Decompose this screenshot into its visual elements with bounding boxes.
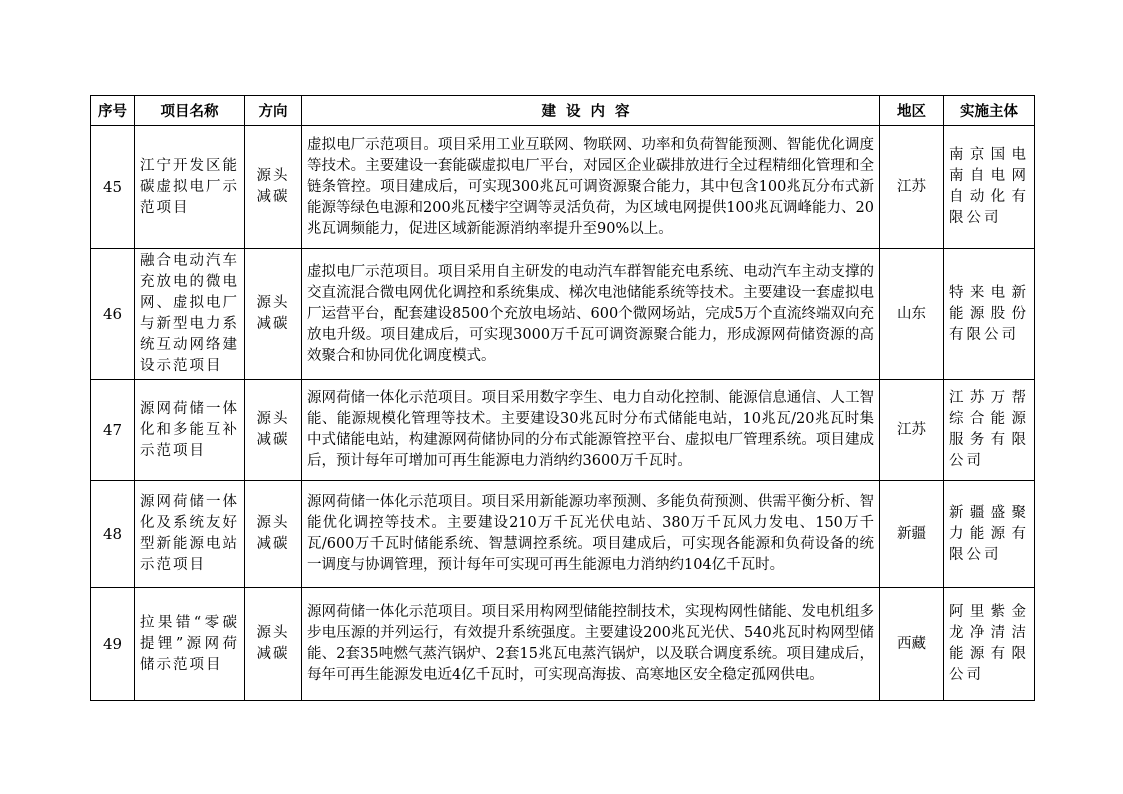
row-direction: 源头减碳	[245, 481, 302, 588]
row-direction: 源头减碳	[245, 126, 302, 249]
table-row	[91, 249, 1035, 380]
row-seq: 46	[91, 249, 135, 380]
row-content: 源网荷储一体化示范项目。项目采用构网型储能控制技术，实现构网性储能、发电机组多步电压源的并列运行，有效提升系统强度。主要建设200兆瓦光伏、540兆瓦时构网型储能、2套35吨燃气蒸汽锅炉、2套15兆瓦电蒸汽锅炉，以及联合调度系统。项目建成后，每年可再生能源发电近4亿千瓦时，可实现高海拔、高寒地区安全稳定孤网供电。	[302, 588, 880, 701]
row-project-name: 江宁开发区能碳虚拟电厂示范项目	[135, 126, 245, 249]
header-org: 实施主体	[944, 96, 1035, 126]
table-row	[91, 126, 1035, 249]
row-org: 新疆盛聚力能源有限公司	[944, 481, 1035, 588]
table-header-row	[91, 96, 1035, 126]
row-seq: 45	[91, 126, 135, 249]
row-region: 西藏	[880, 588, 944, 701]
row-region: 江苏	[880, 126, 944, 249]
row-project-name: 源网荷储一体化和多能互补示范项目	[135, 380, 245, 481]
row-org: 南京国电南自电网自动化有限公司	[944, 126, 1035, 249]
row-project-name: 融合电动汽车充放电的微电网、虚拟电厂与新型电力系统互动网络建设示范项目	[135, 249, 245, 380]
row-org: 阿里紫金龙净清洁能源有限公司	[944, 588, 1035, 701]
row-region: 江苏	[880, 380, 944, 481]
row-direction: 源头减碳	[245, 588, 302, 701]
header-content: 建设内容	[302, 96, 880, 126]
row-seq: 49	[91, 588, 135, 701]
table-row	[91, 380, 1035, 481]
projects-table	[90, 95, 1035, 701]
table-row	[91, 588, 1035, 701]
row-direction: 源头减碳	[245, 380, 302, 481]
row-org: 江苏万帮综合能源服务有限公司	[944, 380, 1035, 481]
header-direction: 方向	[245, 96, 302, 126]
row-region: 新疆	[880, 481, 944, 588]
row-content: 虚拟电厂示范项目。项目采用工业互联网、物联网、功率和负荷智能预测、智能优化调度等技术。主要建设一套能碳虚拟电厂平台，对园区企业碳排放进行全过程精细化管理和全链条管控。项目建成后，可实现300兆瓦可调资源聚合能力，其中包含100兆瓦分布式新能源等绿色电源和200兆瓦楼宇空调等灵活负荷，为区域电网提供100兆瓦调峰能力、20兆瓦调频能力，促进区域新能源消纳率提升至90%以上。	[302, 126, 880, 249]
row-content: 源网荷储一体化示范项目。项目采用数字孪生、电力自动化控制、能源信息通信、人工智能、能源规模化管理等技术。主要建设30兆瓦时分布式储能电站，10兆瓦/20兆瓦时集中式储能电站，构建源网荷储协同的分布式能源管控平台、虚拟电厂管理系统。项目建成后，预计每年可增加可再生能源电力消纳约3600万千瓦时。	[302, 380, 880, 481]
header-seq: 序号	[91, 96, 135, 126]
row-seq: 48	[91, 481, 135, 588]
row-seq: 47	[91, 380, 135, 481]
row-org: 特来电新能源股份有限公司	[944, 249, 1035, 380]
row-direction: 源头减碳	[245, 249, 302, 380]
row-project-name: 源网荷储一体化及系统友好型新能源电站示范项目	[135, 481, 245, 588]
header-region: 地区	[880, 96, 944, 126]
header-name: 项目名称	[135, 96, 245, 126]
row-region: 山东	[880, 249, 944, 380]
row-content: 源网荷储一体化示范项目。项目采用新能源功率预测、多能负荷预测、供需平衡分析、智能优化调控等技术。主要建设210万千瓦光伏电站、380万千瓦风力发电、150万千瓦/600万千瓦时储能系统、智慧调控系统。项目建成后，可实现各能源和负荷设备的统一调度与协调管理，预计每年可实现可再生能源电力消纳约104亿千瓦时。	[302, 481, 880, 588]
table-row	[91, 481, 1035, 588]
row-project-name: 拉果错“零碳提锂”源网荷储示范项目	[135, 588, 245, 701]
row-content: 虚拟电厂示范项目。项目采用自主研发的电动汽车群智能充电系统、电动汽车主动支撑的交直流混合微电网优化调控和系统集成、梯次电池储能系统等技术。主要建设一套虚拟电厂运营平台，配套建设8500个充放电场站、600个微网场站，完成5万个直流终端双向充放电升级。项目建成后，可实现3000万千瓦可调资源聚合能力，形成源网荷储资源的高效聚合和协同优化调度模式。	[302, 249, 880, 380]
